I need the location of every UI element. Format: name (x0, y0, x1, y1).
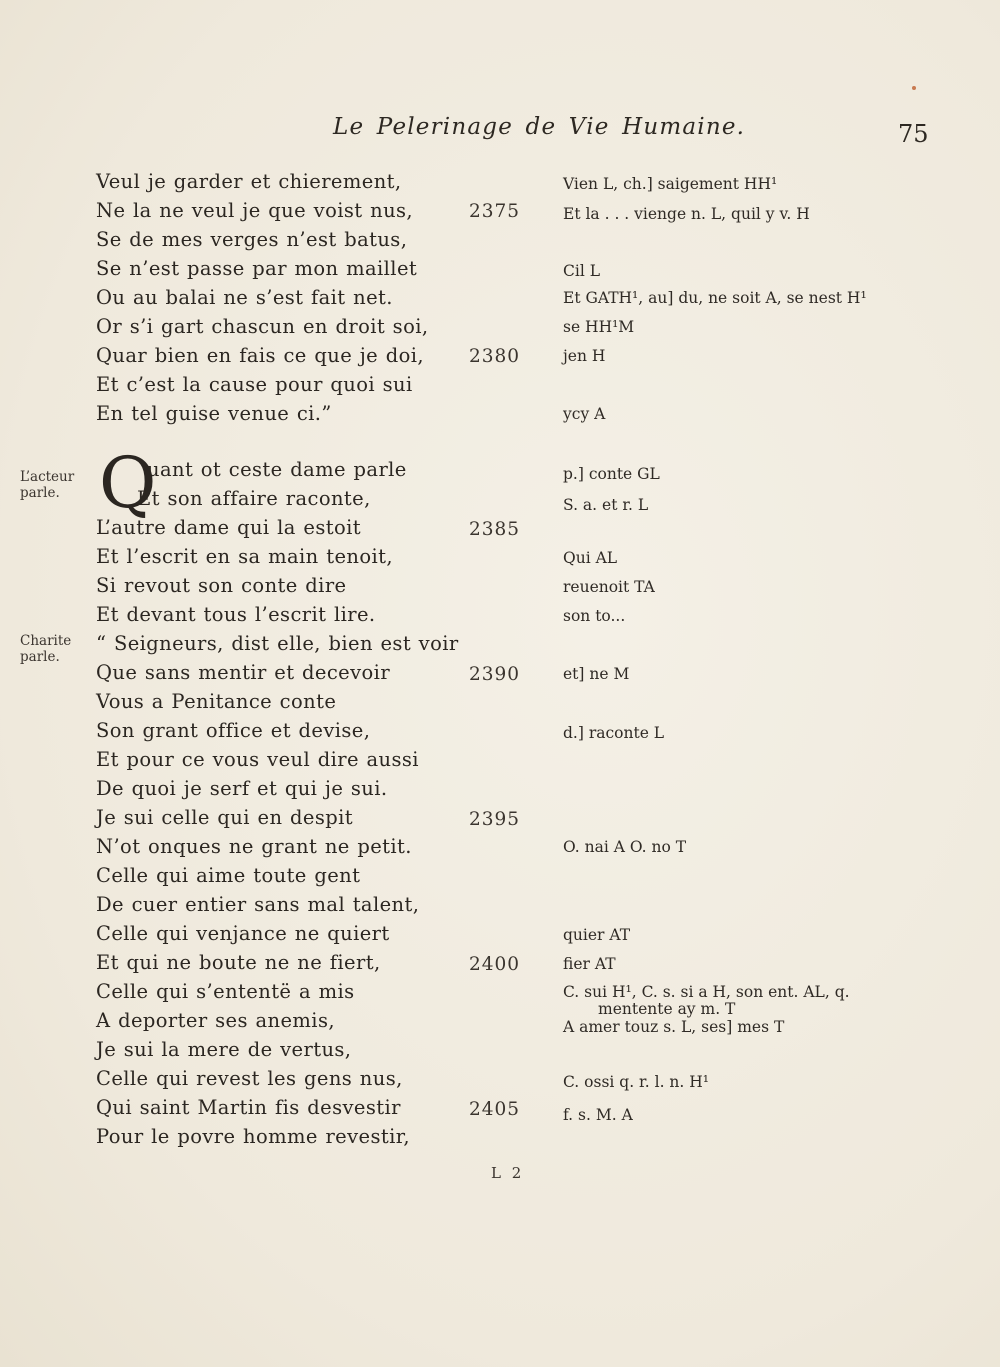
variant-note: C. ossi q. r. l. n. H¹ (563, 1073, 710, 1091)
variant-note: p.] conte GL (563, 465, 660, 483)
verse-line: Et qui ne boute ne ne fiert, (96, 951, 381, 974)
line-number: 2390 (469, 664, 521, 685)
variant-note: Vien L, ch.] saigement HH¹ (563, 175, 778, 193)
verse-line: Celle qui s’ententë a mis (96, 980, 355, 1003)
line-number: 2380 (469, 346, 521, 367)
variant-note: ycy A (563, 405, 606, 423)
verse-line: En tel guise venue ci.” (96, 402, 332, 425)
running-title: Le Pelerinage de Vie Humaine. (333, 114, 746, 140)
verse-line: Se de mes verges n’est batus, (96, 228, 408, 251)
variant-note: S. a. et r. L (563, 496, 649, 514)
variant-note: et] ne M (563, 665, 630, 683)
line-number: 2400 (469, 954, 521, 975)
verse-line: N’ot onques ne grant ne petit. (96, 835, 412, 858)
line-number: 2385 (469, 519, 521, 540)
verse-line: Je sui celle qui en despit (96, 806, 353, 829)
variant-note: C. sui H¹, C. s. si a H, son ent. AL, q. (563, 983, 850, 1001)
margin-note-line: parle. (20, 649, 60, 665)
verse-line: Et son affaire raconte, (137, 487, 371, 510)
drop-cap: Q (99, 442, 157, 524)
verse-line: Pour le povre homme revestir, (96, 1125, 410, 1148)
verse-line: “ Seigneurs, dist elle, bien est voir (96, 632, 459, 655)
line-number: 2405 (469, 1099, 521, 1120)
verse-line: Celle qui venjance ne quiert (96, 922, 390, 945)
variant-note: Qui AL (563, 549, 618, 567)
verse-line: Or s’i gart chascun en droit soi, (96, 315, 429, 338)
verse-line: Veul je garder et chierement, (96, 170, 402, 193)
verse-line: De quoi je serf et qui je sui. (96, 777, 388, 800)
verse-line: Et pour ce vous veul dire aussi (96, 748, 419, 771)
verse-line: De cuer entier sans mal talent, (96, 893, 420, 916)
verse-line: Se n’est passe par mon maillet (96, 257, 418, 280)
variant-note: fier AT (563, 955, 616, 973)
verse-line: Celle qui revest les gens nus, (96, 1067, 403, 1090)
verse-line: Ne la ne veul je que voist nus, (96, 199, 414, 222)
variant-note: f. s. M. A (563, 1106, 633, 1124)
variant-note: O. nai A O. no T (563, 838, 687, 856)
variant-note: d.] raconte L (563, 724, 665, 742)
verse-line: Si revout son conte dire (96, 574, 347, 597)
verse-line: Que sans mentir et decevoir (96, 661, 391, 684)
verse-line: uant ot ceste dame parle (147, 458, 407, 481)
variant-note: Cil L (563, 262, 600, 280)
variant-note: jen H (563, 347, 606, 365)
verse-line: A deporter ses anemis, (96, 1009, 335, 1032)
verse-line: Celle qui aime toute gent (96, 864, 361, 887)
variant-note-continuation: mentente ay m. T (598, 1000, 736, 1018)
margin-note-line: Charite (20, 633, 72, 649)
verse-line: L’autre dame qui la estoit (96, 516, 362, 539)
line-number: 2395 (469, 809, 521, 830)
verse-line: Ou au balai ne s’est fait net. (96, 286, 393, 309)
margin-note-line: L’acteur (20, 469, 75, 485)
verse-line: Son grant office et devise, (96, 719, 371, 742)
verse-line: Qui saint Martin fis desvestir (96, 1096, 401, 1119)
margin-note-line: parle. (20, 485, 60, 501)
margin-note-acteur (20, 469, 74, 501)
verse-line: Quar bien en fais ce que je doi, (96, 344, 424, 367)
variant-note: Et GATH¹, au] du, ne soit A, se nest H¹ (563, 289, 867, 307)
verse-line: Je sui la mere de vertus, (96, 1038, 352, 1061)
signature-mark: L 2 (491, 1164, 525, 1182)
verse-line: Et l’escrit en sa main tenoit, (96, 545, 393, 568)
variant-note: Et la . . . vienge n. L, quil y v. H (563, 205, 810, 223)
line-number: 2375 (469, 201, 521, 222)
variant-note: quier AT (563, 926, 631, 944)
variant-note: A amer touz s. L, ses] mes T (563, 1018, 785, 1036)
variant-note: son to... (563, 607, 626, 625)
page-number: 75 (898, 120, 929, 148)
margin-note-charite (20, 633, 71, 665)
verse-line: Et c’est la cause pour quoi sui (96, 373, 413, 396)
verse-line: Vous a Penitance conte (96, 690, 337, 713)
variant-note: se HH¹M (563, 318, 635, 336)
variant-note: reuenoit TA (563, 578, 655, 596)
verse-line: Et devant tous l’escrit lire. (96, 603, 376, 626)
